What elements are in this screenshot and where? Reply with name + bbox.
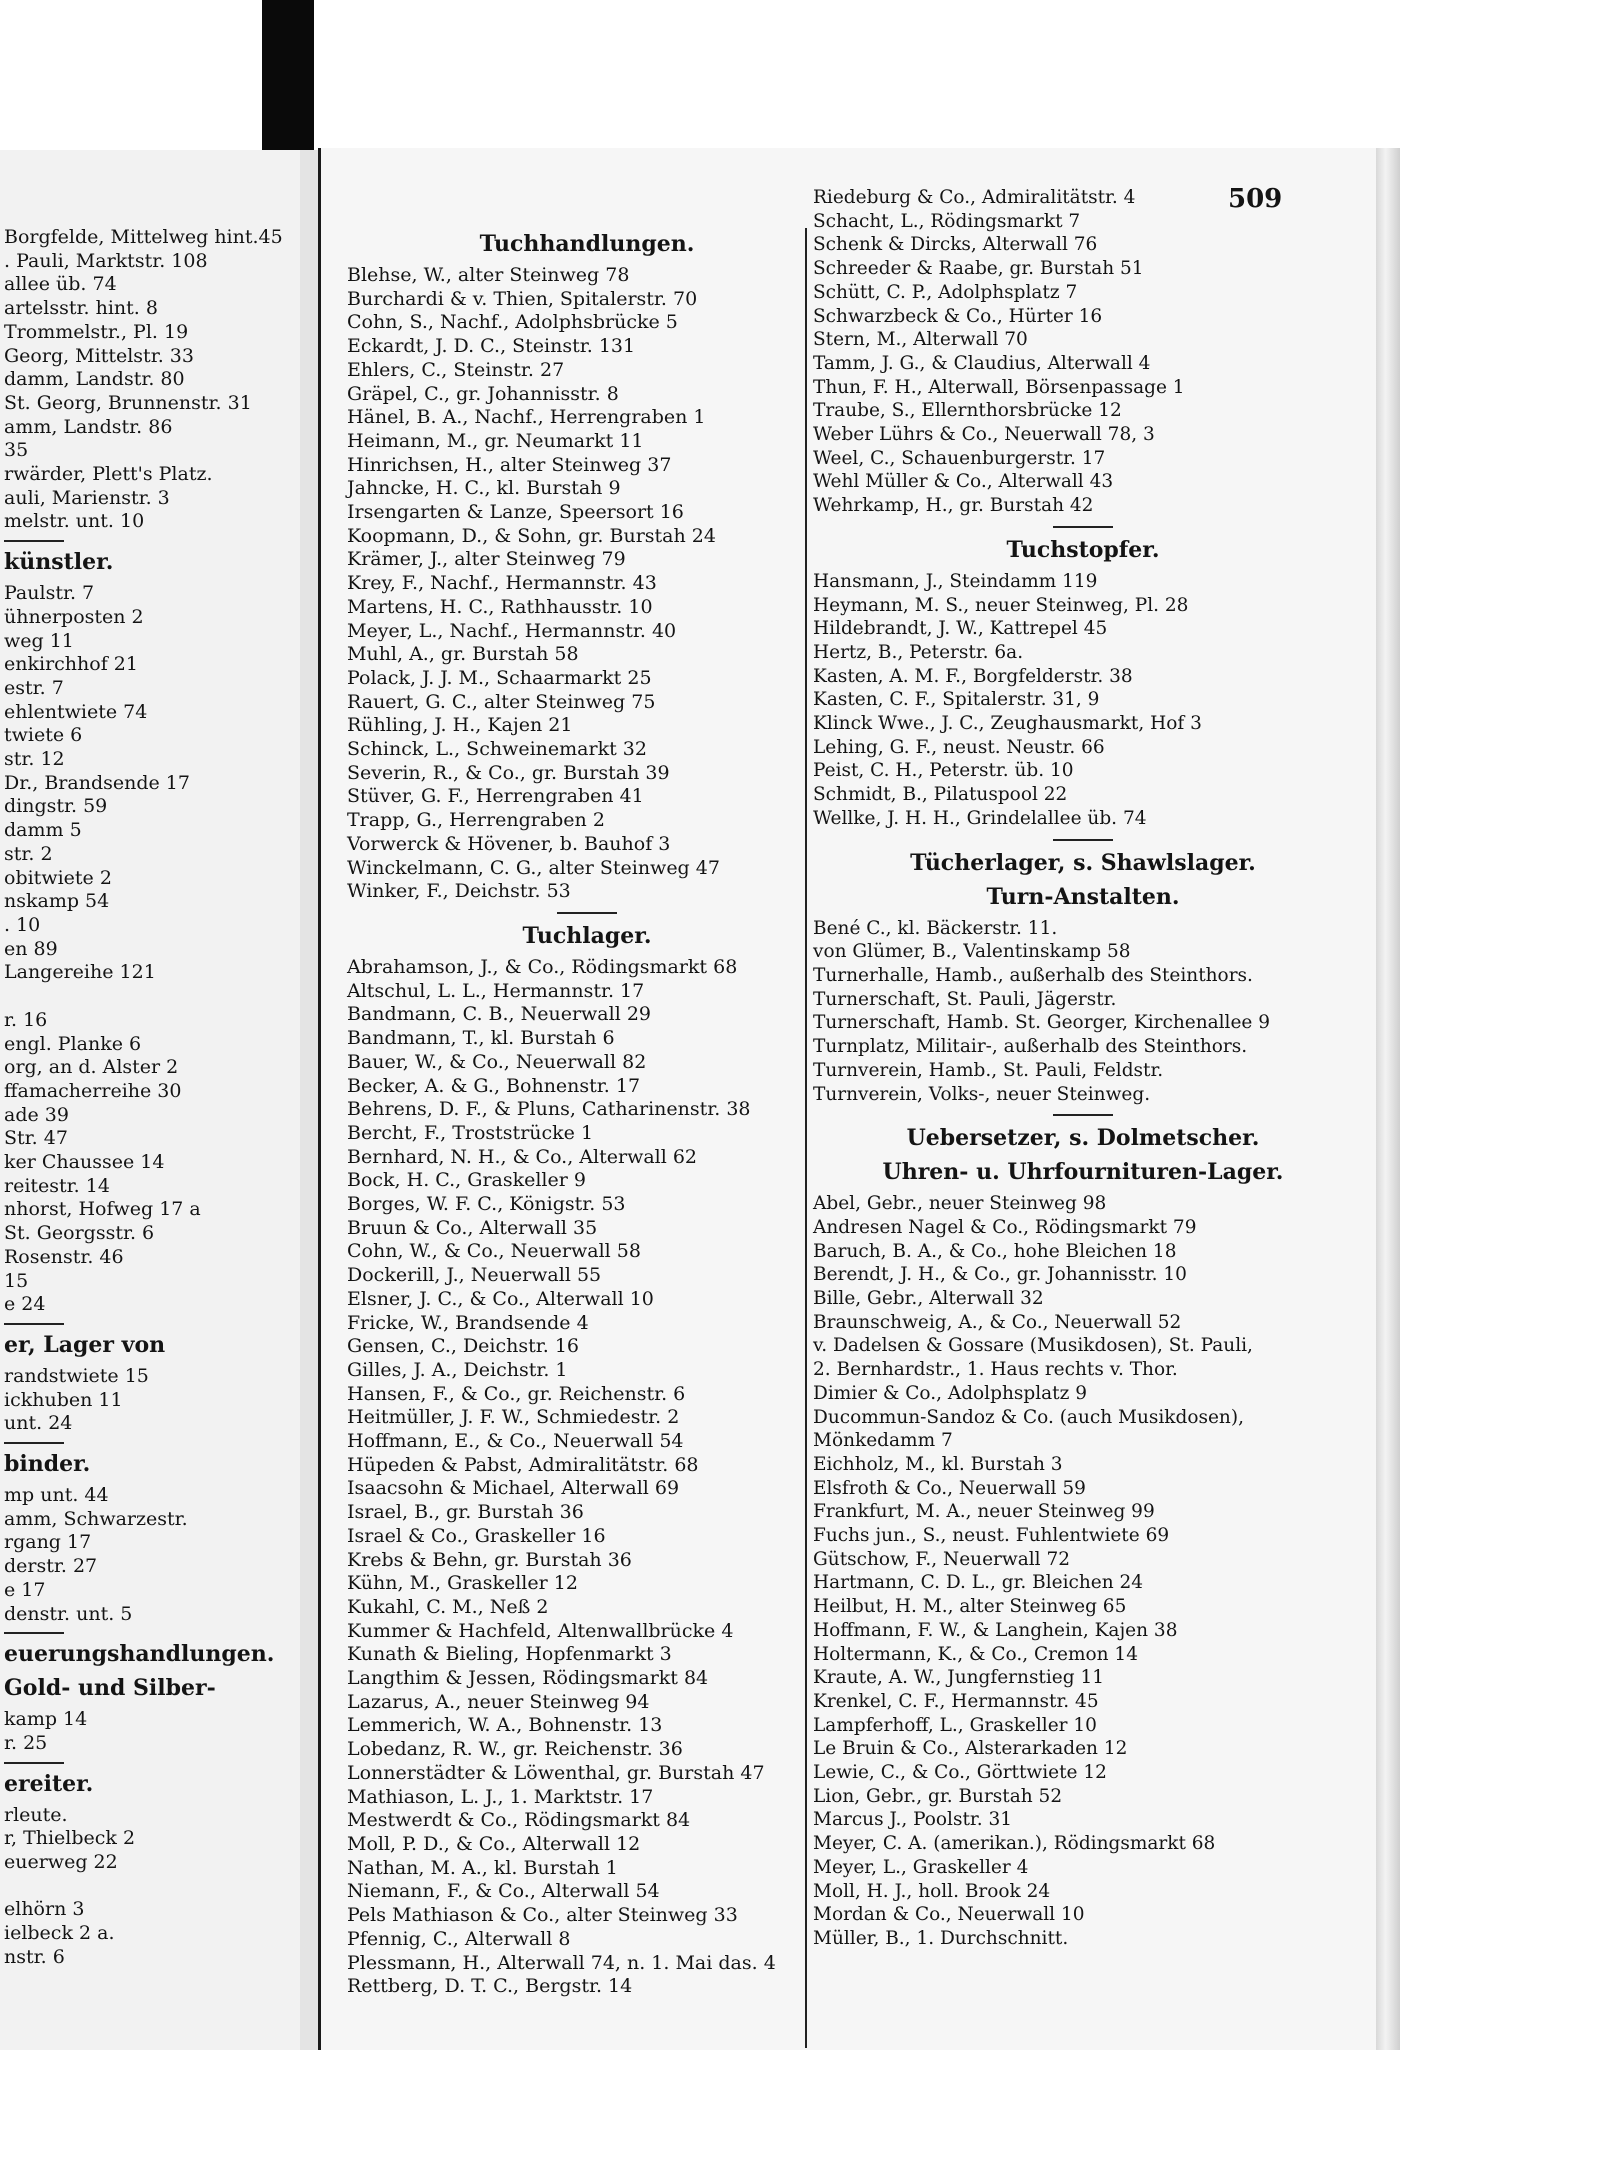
directory-entry: St. Georgsstr. 6: [4, 1222, 155, 1245]
directory-entry: enkirchhof 21: [4, 653, 138, 676]
directory-entry: Hoffmann, F. W., & Langhein, Kajen 38: [813, 1619, 1178, 1641]
directory-entry: Rettberg, D. T. C., Bergstr. 14: [347, 1975, 633, 1998]
directory-entry: rwärder, Plett's Platz.: [4, 463, 213, 486]
directory-entry: Hansmann, J., Steindamm 119: [813, 570, 1098, 592]
directory-entry: e 17: [4, 1578, 46, 1601]
directory-entry: Blehse, W., alter Steinweg 78: [347, 264, 630, 286]
directory-entry: Schinck, L., Schweinemarkt 32: [347, 738, 647, 761]
directory-entry: randstwiete 15: [4, 1364, 149, 1387]
directory-entry: r, Thielbeck 2: [4, 1827, 136, 1850]
section-separator: [4, 1323, 64, 1325]
directory-entry: Altschul, L. L., Hermannstr. 17: [347, 979, 645, 1002]
directory-entry: Turnplatz, Militair-, außerhalb des Steinthors.: [813, 1036, 1248, 1058]
directory-entry: Martens, H. C., Rathhausstr. 10: [347, 595, 653, 618]
directory-entry: Lehing, G. F., neust. Neustr. 66: [813, 736, 1105, 758]
directory-entry: nstr. 6: [4, 1945, 65, 1968]
directory-entry: Moll, P. D., & Co., Alterwall 12: [347, 1833, 641, 1855]
directory-entry: Schacht, L., Rödingsmarkt 7: [813, 210, 1081, 232]
directory-entry: Wehrkamp, H., gr. Burstah 42: [813, 495, 1094, 517]
page-number: 509: [1228, 184, 1283, 214]
directory-entry: ker Chaussee 14: [4, 1151, 165, 1174]
page-margin-bottom: [0, 2050, 1600, 2177]
directory-entry: kamp 14: [4, 1708, 88, 1731]
directory-entry: reitestr. 14: [4, 1174, 110, 1197]
directory-entry: Müller, B., 1. Durchschnitt.: [813, 1928, 1069, 1949]
directory-entry: [4, 985, 294, 1009]
directory-entry: Polack, J. J. M., Schaarmarkt 25: [347, 666, 652, 689]
directory-entry: Riedeburg & Co., Admiralitätstr. 4: [813, 187, 1136, 208]
directory-entry: Eichholz, M., kl. Burstah 3: [813, 1453, 1063, 1475]
directory-entry: Meyer, L., Graskeller 4: [813, 1856, 1029, 1878]
directory-entry: amm, Landstr. 86: [4, 415, 173, 438]
directory-entry: ühnerposten 2: [4, 605, 144, 628]
directory-entry: en 89: [4, 937, 58, 960]
directory-entry: nhorst, Hofweg 17 a: [4, 1198, 201, 1221]
directory-entry: denstr. unt. 5: [4, 1602, 133, 1625]
section-separator: [1053, 526, 1113, 528]
directory-column-right: [813, 186, 1353, 1951]
directory-column-left: [347, 226, 827, 1999]
directory-entry: Turnerschaft, St. Pauli, Jägerstr.: [813, 988, 1117, 1010]
directory-entry: Heymann, M. S., neuer Steinweg, Pl. 28: [813, 594, 1189, 616]
directory-entry: Winckelmann, C. G., alter Steinweg 47: [347, 856, 720, 879]
directory-entry: Hertz, B., Peterstr. 6a.: [813, 641, 1024, 663]
right-page: [318, 148, 1379, 2050]
section-separator: [4, 1632, 64, 1634]
column-divider: [805, 228, 807, 2048]
directory-entry: engl. Planke 6: [4, 1032, 142, 1055]
section-heading: künstler.: [4, 549, 114, 576]
section-separator: [1053, 839, 1113, 841]
directory-entry: Severin, R., & Co., gr. Burstah 39: [347, 761, 670, 784]
left-page: [0, 150, 305, 2050]
directory-entry: Weel, C., Schauenburgerstr. 17: [813, 447, 1106, 469]
directory-entry: Bandmann, T., kl. Burstah 6: [347, 1027, 615, 1050]
directory-entry: mp unt. 44: [4, 1484, 109, 1507]
section-heading: Tuchhandlungen.: [479, 231, 695, 257]
directory-entry: str. 12: [4, 748, 65, 771]
directory-entry: twiete 6: [4, 724, 83, 747]
directory-entry: Hüpeden & Pabst, Admiralitätstr. 68: [347, 1453, 699, 1476]
directory-entry: ickhuben 11: [4, 1388, 123, 1411]
directory-entry: Pels Mathiason & Co., alter Steinweg 33: [347, 1904, 738, 1927]
directory-entry: Kummer & Hachfeld, Altenwallbrücke 4: [347, 1619, 734, 1642]
directory-entry: Langereihe 121: [4, 961, 156, 984]
directory-entry: Irsengarten & Lanze, Speersort 16: [347, 501, 684, 524]
directory-entry: Rühling, J. H., Kajen 21: [347, 714, 573, 737]
directory-entry: allee üb. 74: [4, 273, 117, 296]
left-page-column: [4, 226, 294, 1970]
directory-entry: Hartmann, C. D. L., gr. Bleichen 24: [813, 1572, 1144, 1594]
section-separator: [557, 912, 617, 914]
directory-entry: Meyer, L., Nachf., Hermannstr. 40: [347, 619, 677, 642]
directory-entry: Bille, Gebr., Alterwall 32: [813, 1288, 1044, 1310]
directory-entry: Kasten, A. M. F., Borgfelderstr. 38: [813, 665, 1133, 687]
directory-entry: Lobedanz, R. W., gr. Reichenstr. 36: [347, 1738, 683, 1761]
directory-entry: Rauert, G. C., alter Steinweg 75: [347, 690, 656, 713]
directory-entry: r. 25: [4, 1731, 48, 1754]
directory-entry: Kunath & Bieling, Hopfenmarkt 3: [347, 1643, 672, 1666]
directory-entry: Berendt, J. H., & Co., gr. Johannisstr. 10: [813, 1264, 1187, 1286]
directory-entry: amm, Schwarzestr.: [4, 1507, 188, 1530]
directory-entry: Behrens, D. F., & Pluns, Catharinenstr. 38: [347, 1098, 751, 1121]
directory-entry: Mestwerdt & Co., Rödingsmarkt 84: [347, 1809, 691, 1832]
directory-entry: Jahncke, H. C., kl. Burstah 9: [347, 477, 621, 500]
directory-entry: Israel, B., gr. Burstah 36: [347, 1501, 584, 1524]
directory-entry: org, an d. Alster 2: [4, 1056, 179, 1079]
directory-entry: Heitmüller, J. F. W., Schmiedestr. 2: [347, 1406, 680, 1429]
directory-entry: Krenkel, C. F., Hermannstr. 45: [813, 1690, 1099, 1712]
directory-entry: Marcus J., Poolstr. 31: [813, 1809, 1013, 1831]
directory-entry: Stüver, G. F., Herrengraben 41: [347, 785, 644, 808]
directory-entry: Paulstr. 7: [4, 582, 95, 605]
directory-entry: Muhl, A., gr. Burstah 58: [347, 643, 579, 666]
directory-entry: Moll, H. J., holl. Brook 24: [813, 1880, 1051, 1902]
directory-entry: Fuchs jun., S., neust. Fuhlentwiete 69: [813, 1525, 1170, 1547]
directory-entry: Cohn, S., Nachf., Adolphsbrücke 5: [347, 311, 678, 334]
directory-entry: Hansen, F., & Co., gr. Reichenstr. 6: [347, 1382, 686, 1405]
directory-entry: Borges, W. F. C., Königstr. 53: [347, 1193, 626, 1216]
section-heading: Gold- und Silber-: [4, 1675, 216, 1702]
directory-entry: Hoffmann, E., & Co., Neuerwall 54: [347, 1430, 684, 1453]
directory-entry: Borgfelde, Mittelweg hint.45: [4, 226, 283, 248]
directory-entry: ehlentwiete 74: [4, 700, 148, 723]
directory-entry: Elsner, J. C., & Co., Alterwall 10: [347, 1287, 654, 1310]
directory-entry: Ehlers, C., Steinstr. 27: [347, 358, 565, 381]
directory-entry: derstr. 27: [4, 1555, 98, 1578]
directory-entry: Baruch, B. A., & Co., hohe Bleichen 18: [813, 1240, 1177, 1262]
directory-entry: Bené C., kl. Bäckerstr. 11.: [813, 917, 1058, 939]
directory-entry: artelsstr. hint. 8: [4, 297, 158, 320]
directory-entry: Rosenstr. 46: [4, 1245, 124, 1268]
directory-entry: Turnverein, Volks-, neuer Steinweg.: [813, 1083, 1151, 1105]
directory-entry: Fricke, W., Brandsende 4: [347, 1311, 589, 1334]
directory-entry: Krey, F., Nachf., Hermannstr. 43: [347, 572, 657, 595]
section-separator: [4, 540, 64, 542]
directory-entry: . Pauli, Marktstr. 108: [4, 249, 208, 272]
directory-entry: Schwarzbeck & Co., Hürter 16: [813, 305, 1103, 327]
directory-entry: Wehl Müller & Co., Alterwall 43: [813, 471, 1114, 493]
directory-entry: Mönkedamm 7: [813, 1430, 953, 1452]
directory-entry: ielbeck 2 a.: [4, 1922, 115, 1945]
directory-entry: Tamm, J. G., & Claudius, Alterwall 4: [813, 352, 1151, 374]
section-heading: Tuchlager.: [522, 922, 652, 949]
book-binding: [262, 0, 314, 150]
directory-entry: Turnerschaft, Hamb. St. Georger, Kirchenallee 9: [813, 1012, 1271, 1034]
directory-entry: Georg, Mittelstr. 33: [4, 344, 194, 367]
directory-entry: Trapp, G., Herrengraben 2: [347, 809, 605, 832]
directory-entry: Turnerhalle, Hamb., außerhalb des Steinthors.: [813, 964, 1253, 986]
section-heading: Turn-Anstalten.: [986, 883, 1180, 910]
page-edge: [1376, 148, 1400, 2050]
directory-entry: Krebs & Behn, gr. Burstah 36: [347, 1548, 632, 1571]
directory-entry: Burchardi & v. Thien, Spitalerstr. 70: [347, 287, 698, 310]
directory-entry: dingstr. 59: [4, 795, 108, 818]
directory-entry: Bandmann, C. B., Neuerwall 29: [347, 1003, 651, 1026]
directory-entry: Lonnerstädter & Löwenthal, gr. Burstah 47: [347, 1761, 765, 1784]
directory-entry: Winker, F., Deichstr. 53: [347, 880, 571, 903]
directory-entry: 15: [4, 1269, 29, 1292]
directory-entry: Klinck Wwe., J. C., Zeughausmarkt, Hof 3: [813, 713, 1202, 735]
directory-entry: Traube, S., Ellernthorsbrücke 12: [813, 400, 1122, 422]
directory-entry: 2. Bernhardstr., 1. Haus rechts v. Thor.: [813, 1359, 1178, 1381]
directory-entry: elhörn 3: [4, 1898, 85, 1921]
directory-entry: Dr., Brandsende 17: [4, 771, 190, 794]
directory-entry: Plessmann, H., Alterwall 74, n. 1. Mai das. 4: [347, 1951, 776, 1974]
directory-entry: Eckardt, J. D. C., Steinstr. 131: [347, 335, 636, 358]
directory-entry: Hildebrandt, J. W., Kattrepel 45: [813, 618, 1108, 640]
directory-entry: auli, Marienstr. 3: [4, 486, 170, 509]
directory-entry: Meyer, C. A. (amerikan.), Rödingsmarkt 68: [813, 1833, 1216, 1855]
directory-entry: Israel & Co., Graskeller 16: [347, 1524, 606, 1547]
directory-entry: Bruun & Co., Alterwall 35: [347, 1216, 598, 1239]
directory-entry: ffamacherreihe 30: [4, 1079, 182, 1102]
directory-entry: Wellke, J. H. H., Grindelallee üb. 74: [813, 807, 1147, 829]
directory-entry: Abel, Gebr., neuer Steinweg 98: [813, 1193, 1107, 1215]
directory-entry: Heimann, M., gr. Neumarkt 11: [347, 429, 644, 452]
directory-entry: Schmidt, B., Pilatuspool 22: [813, 784, 1068, 806]
directory-entry: [4, 1875, 294, 1899]
directory-entry: Krämer, J., alter Steinweg 79: [347, 548, 626, 571]
directory-entry: Holtermann, K., & Co., Cremon 14: [813, 1643, 1138, 1665]
directory-entry: Gräpel, C., gr. Johannisstr. 8: [347, 382, 619, 405]
directory-entry: rgang 17: [4, 1531, 92, 1554]
directory-entry: Bauer, W., & Co., Neuerwall 82: [347, 1050, 647, 1073]
directory-entry: Bercht, F., Troststrücke 1: [347, 1121, 594, 1144]
section-heading: ereiter.: [4, 1770, 94, 1797]
directory-entry: Gilles, J. A., Deichstr. 1: [347, 1358, 568, 1381]
directory-entry: Braunschweig, A., & Co., Neuerwall 52: [813, 1311, 1182, 1333]
directory-entry: Cohn, W., & Co., Neuerwall 58: [347, 1240, 641, 1263]
section-heading: er, Lager von: [4, 1331, 166, 1358]
directory-entry: . 10: [4, 913, 41, 936]
section-separator: [4, 1442, 64, 1444]
directory-entry: Elsfroth & Co., Neuerwall 59: [813, 1477, 1086, 1499]
directory-entry: Langthim & Jessen, Rödingsmarkt 84: [347, 1667, 709, 1690]
directory-entry: Kraute, A. W., Jungfernstieg 11: [813, 1667, 1104, 1689]
directory-entry: ade 39: [4, 1103, 69, 1126]
section-heading: Uebersetzer, s. Dolmetscher.: [906, 1125, 1260, 1152]
directory-entry: Abrahamson, J., & Co., Rödingsmarkt 68: [347, 955, 738, 978]
directory-entry: Dockerill, J., Neuerwall 55: [347, 1264, 602, 1287]
directory-entry: Schütt, C. P., Adolphsplatz 7: [813, 281, 1078, 303]
directory-entry: nskamp 54: [4, 890, 110, 913]
section-separator: [4, 1762, 64, 1764]
directory-entry: Hänel, B. A., Nachf., Herrengraben 1: [347, 406, 706, 429]
directory-entry: obitwiete 2: [4, 866, 112, 889]
directory-entry: rleute.: [4, 1803, 68, 1826]
directory-entry: Nathan, M. A., kl. Burstah 1: [347, 1856, 618, 1879]
directory-entry: Schenk & Dircks, Alterwall 76: [813, 234, 1098, 256]
directory-entry: Lion, Gebr., gr. Burstah 52: [813, 1785, 1063, 1807]
directory-entry: Vorwerck & Hövener, b. Bauhof 3: [347, 832, 671, 855]
directory-entry: Mordan & Co., Neuerwall 10: [813, 1904, 1085, 1926]
directory-entry: St. Georg, Brunnenstr. 31: [4, 391, 252, 414]
directory-entry: Kühn, M., Graskeller 12: [347, 1572, 578, 1595]
directory-entry: damm 5: [4, 819, 82, 842]
directory-entry: damm, Landstr. 80: [4, 368, 185, 391]
directory-entry: Becker, A. & G., Bohnenstr. 17: [347, 1074, 641, 1097]
directory-entry: Stern, M., Alterwall 70: [813, 329, 1028, 351]
directory-entry: Weber Lührs & Co., Neuerwall 78, 3: [813, 424, 1155, 446]
directory-entry: estr. 7: [4, 676, 64, 699]
directory-entry: Thun, F. H., Alterwall, Börsenpassage 1: [813, 376, 1185, 398]
directory-entry: Schreeder & Raabe, gr. Burstah 51: [813, 258, 1144, 280]
directory-entry: Heilbut, H. M., alter Steinweg 65: [813, 1596, 1127, 1618]
directory-entry: Koopmann, D., & Sohn, gr. Burstah 24: [347, 524, 716, 547]
directory-entry: Isaacsohn & Michael, Alterwall 69: [347, 1477, 680, 1500]
directory-entry: Pfennig, C., Alterwall 8: [347, 1927, 571, 1950]
directory-entry: str. 2: [4, 842, 53, 865]
directory-entry: Kukahl, C. M., Neß 2: [347, 1595, 549, 1618]
directory-entry: von Glümer, B., Valentinskamp 58: [813, 941, 1131, 963]
directory-entry: Mathiason, L. J., 1. Marktstr. 17: [347, 1785, 654, 1808]
book-gutter: [300, 150, 318, 2050]
directory-entry: Kasten, C. F., Spitalerstr. 31, 9: [813, 689, 1100, 711]
section-separator: [1053, 1114, 1113, 1116]
directory-entry: Bernhard, N. H., & Co., Alterwall 62: [347, 1145, 698, 1168]
directory-entry: Hinrichsen, H., alter Steinweg 37: [347, 453, 672, 476]
directory-entry: Turnverein, Hamb., St. Pauli, Feldstr.: [813, 1059, 1164, 1081]
directory-entry: weg 11: [4, 629, 74, 652]
directory-entry: unt. 24: [4, 1412, 73, 1435]
directory-entry: Dimier & Co., Adolphsplatz 9: [813, 1382, 1087, 1404]
directory-entry: Lazarus, A., neuer Steinweg 94: [347, 1690, 650, 1713]
section-heading: euerungshandlungen.: [4, 1641, 275, 1668]
section-heading: binder.: [4, 1451, 91, 1478]
directory-entry: Andresen Nagel & Co., Rödingsmarkt 79: [813, 1216, 1197, 1238]
directory-entry: Trommelstr., Pl. 19: [4, 320, 189, 343]
directory-entry: Gensen, C., Deichstr. 16: [347, 1335, 580, 1358]
section-heading: Uhren- u. Uhrfournituren-Lager.: [882, 1159, 1284, 1186]
directory-entry: Lampferhoff, L., Graskeller 10: [813, 1714, 1097, 1736]
directory-entry: melstr. unt. 10: [4, 510, 145, 533]
directory-entry: r. 16: [4, 1008, 48, 1031]
directory-entry: Frankfurt, M. A., neuer Steinweg 99: [813, 1501, 1155, 1523]
section-heading: Tuchstopfer.: [1006, 536, 1160, 563]
directory-entry: Ducommun-Sandoz & Co. (auch Musikdosen),: [813, 1406, 1244, 1428]
directory-entry: Lemmerich, W. A., Bohnenstr. 13: [347, 1714, 663, 1737]
directory-entry: Lewie, C., & Co., Görttwiete 12: [813, 1762, 1107, 1784]
section-heading: Tücherlager, s. Shawlslager.: [910, 849, 1256, 876]
directory-entry: euerweg 22: [4, 1851, 118, 1874]
directory-entry: 35: [4, 439, 29, 462]
directory-entry: Peist, C. H., Peterstr. üb. 10: [813, 760, 1074, 782]
directory-entry: Str. 47: [4, 1127, 68, 1150]
directory-entry: Bock, H. C., Graskeller 9: [347, 1169, 586, 1192]
directory-entry: Le Bruin & Co., Alsterarkaden 12: [813, 1738, 1128, 1760]
directory-entry: e 24: [4, 1293, 46, 1316]
directory-entry: Niemann, F., & Co., Alterwall 54: [347, 1880, 660, 1903]
directory-entry: v. Dadelsen & Gossare (Musikdosen), St. Pauli,: [813, 1335, 1253, 1357]
directory-entry: Gütschow, F., Neuerwall 72: [813, 1548, 1070, 1570]
